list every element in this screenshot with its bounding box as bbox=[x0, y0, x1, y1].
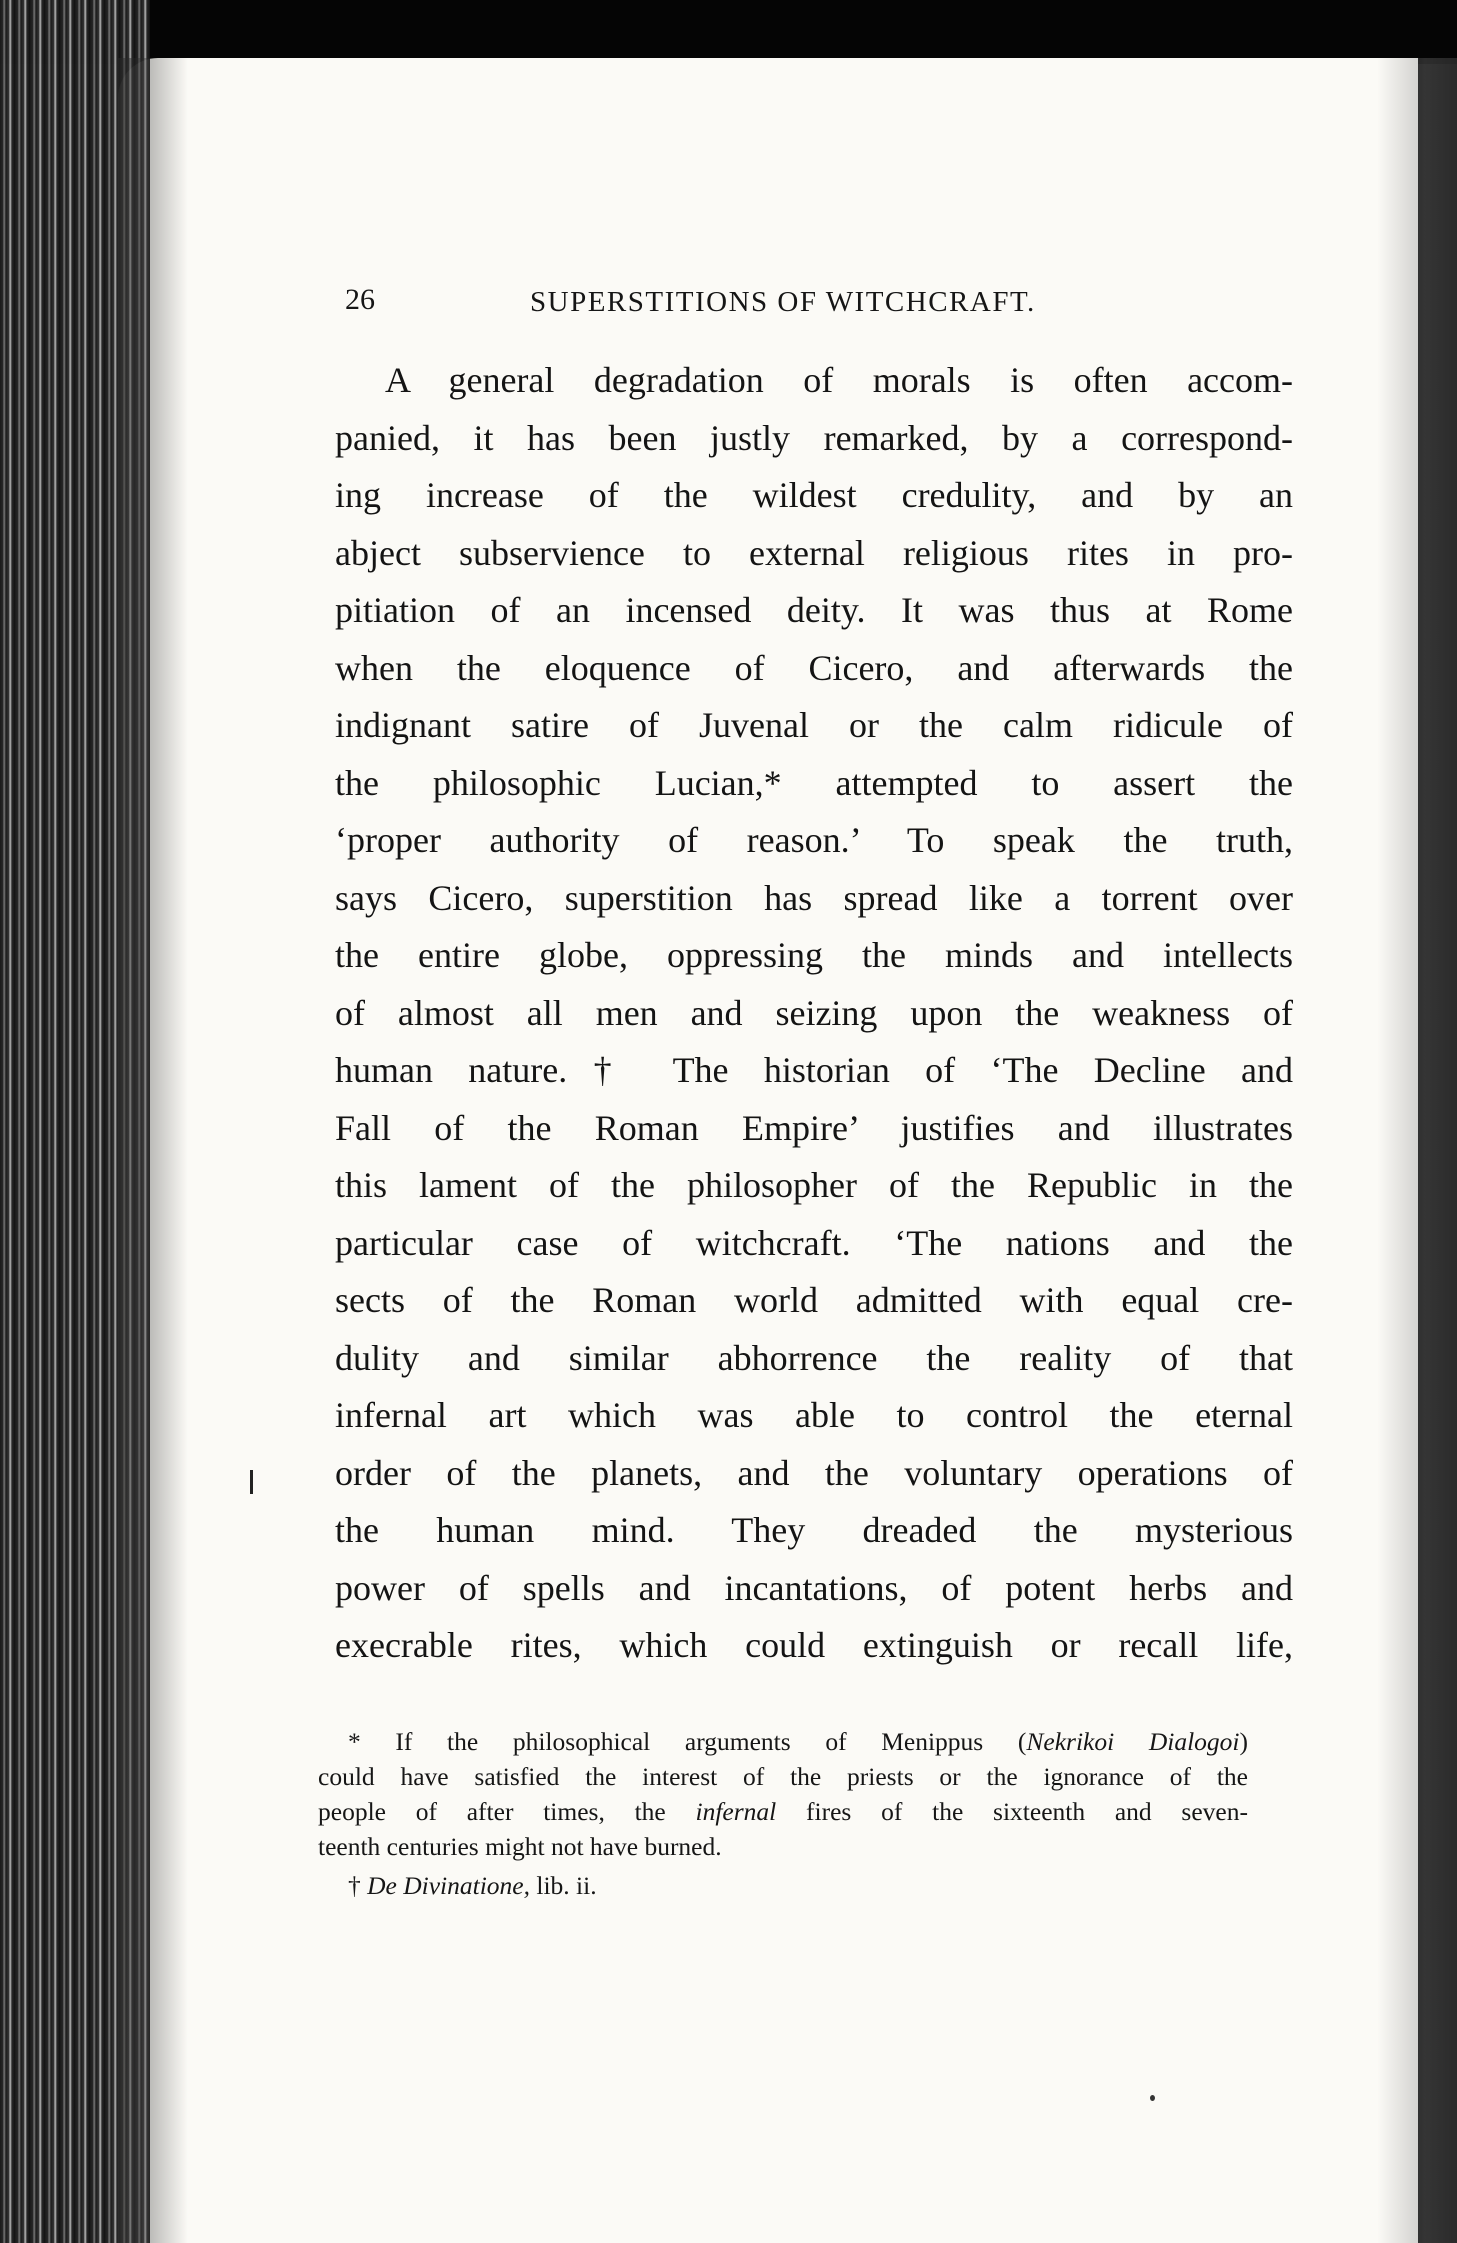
page-right-edge bbox=[1377, 58, 1457, 2243]
footnote-star-line: could have satisfied the interest of the priests or the ignorance of the bbox=[318, 1762, 1248, 1791]
text-line: dulity and similar abhorrence the reality of that bbox=[335, 1337, 1293, 1378]
text-line: this lament of the philosopher of the Republic in the bbox=[335, 1165, 1293, 1205]
text-line: the philosophic Lucian,* attempted to assert the bbox=[335, 762, 1293, 803]
text-line: Fall of the Roman Empire’ justifies and illustrates bbox=[335, 1107, 1293, 1148]
text-line: A general degradation of morals is often accom- bbox=[385, 360, 1293, 400]
text-line: the human mind. They dreaded the mysterious bbox=[335, 1510, 1293, 1550]
text-line: infernal art which was able to control the eternal bbox=[335, 1395, 1293, 1435]
stray-ink-dot bbox=[1150, 2095, 1155, 2101]
footnotes bbox=[318, 1724, 1248, 1903]
text-line: abject subservience to external religious rites in pro- bbox=[335, 532, 1293, 573]
main-text bbox=[335, 352, 1293, 1675]
text-line: particular case of witchcraft. ‘The nations and the bbox=[335, 1222, 1293, 1263]
footnote-star-line: teenth centuries might not have burned. bbox=[318, 1832, 722, 1861]
footnote-star-line: * If the philosophical arguments of Menippus (Nekrikoi Dialogoi) bbox=[348, 1727, 1249, 1756]
footnote-dagger-line: † De Divinatione, lib. ii. bbox=[348, 1871, 597, 1900]
text-line: when the eloquence of Cicero, and afterwards the bbox=[335, 647, 1293, 688]
text-line: says Cicero, superstition has spread like a torrent over bbox=[335, 877, 1293, 918]
text-line: pitiation of an incensed deity. It was thus at Rome bbox=[335, 590, 1293, 630]
text-line: of almost all men and seizing upon the weakness of bbox=[335, 992, 1293, 1033]
footnote-marker: * bbox=[348, 1727, 361, 1756]
text-line: execrable rites, which could extinguish or recall life, bbox=[335, 1625, 1293, 1665]
text-line: sects of the Roman world admitted with equal cre- bbox=[335, 1280, 1293, 1320]
gutter-shadow bbox=[118, 58, 188, 2243]
text-line: order of the planets, and the voluntary operations of bbox=[335, 1452, 1293, 1493]
text-line: panied, it has been justly remarked, by a correspond- bbox=[335, 417, 1293, 458]
running-title: SUPERSTITIONS OF WITCHCRAFT. bbox=[530, 286, 1036, 318]
stray-ink-mark bbox=[250, 1470, 253, 1494]
text-line: ‘proper authority of reason.’ To speak the truth, bbox=[335, 820, 1293, 860]
text-line: power of spells and incantations, of potent herbs and bbox=[335, 1567, 1293, 1608]
footnote-marker: † bbox=[348, 1871, 361, 1900]
footnote-italic-word: infernal bbox=[695, 1797, 777, 1826]
footnote-italic-title: De Divinatione, bbox=[367, 1871, 530, 1900]
footnote-star-line: people of after times, the infernal fires of the sixteenth and seven- bbox=[318, 1797, 1248, 1826]
footnote-italic-title: Nekrikoi Dialogoi bbox=[1026, 1727, 1240, 1756]
text-line: the entire globe, oppressing the minds and intellects bbox=[335, 935, 1293, 975]
text-line: indignant satire of Juvenal or the calm ridicule of bbox=[335, 705, 1293, 745]
text-line: ing increase of the wildest credulity, and by an bbox=[335, 475, 1293, 515]
scan-top-border bbox=[0, 0, 1457, 64]
page-number: 26 bbox=[345, 283, 375, 316]
text-line: human nature.† The historian of ‘The Decline and bbox=[335, 1050, 1293, 1090]
